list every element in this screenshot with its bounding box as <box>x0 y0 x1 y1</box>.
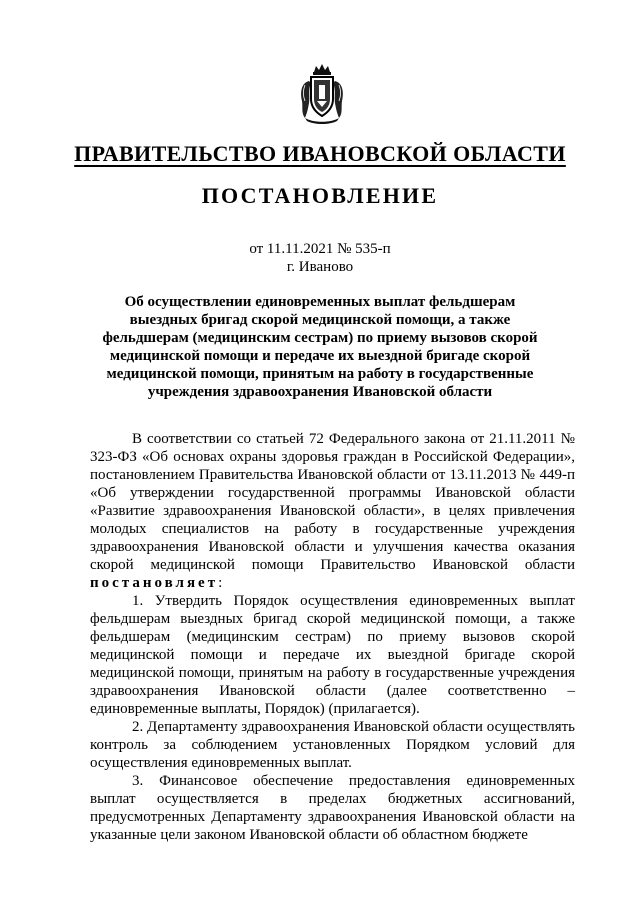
intro-paragraph <box>90 430 575 592</box>
decree-word: постановляет <box>90 575 219 591</box>
item-2-paragraph: 2. Департаменту здравоохранения Ивановской области осуществлять контроль за соблюдением установленных Порядком условий для осуществления единовременных выплат. <box>90 719 575 771</box>
organization-title: ПРАВИТЕЛЬСТВО ИВАНОВСКОЙ ОБЛАСТИ <box>74 141 566 166</box>
decree-colon: : <box>218 575 223 591</box>
document-type: ПОСТАНОВЛЕНИЕ <box>201 183 439 208</box>
item-3-paragraph: 3. Финансовое обеспечение предоставления единовременных выплат осуществляется в пределах бюджетных ассигнований, предусмотренных Департаменту здравоохранения Ивановской области на указанные цели законом Ивановской области об областном бюджете <box>90 773 575 843</box>
document-heading: Об осуществлении единовременных выплат фельдшерам выездных бригад скорой медицинской помощи, а также фельдшерам (медицинским сестрам) по приему вызовов скорой медицинской помощи и передаче их выездной бригаде скорой медицинской помощи, принятым на работу в государственные учреждения здравоохранения Ивановской области <box>102 294 538 400</box>
document-body <box>90 430 575 844</box>
item-1-paragraph: 1. Утвердить Порядок осуществления единовременных выплат фельдшерам выездных бригад скорой медицинской помощи, а также фельдшерам (медицинским сестрам) по приему вызовов скорой медицинской помощи и передаче их выездной бригаде скорой медицинской помощи, принятым на работу в государственные учреждения здравоохранения Ивановской области (далее соответственно – единовременные выплаты, Порядок) (прилагается). <box>90 593 575 717</box>
intro-text: В соответствии со статьей 72 Федерального закона от 21.11.2011 № 323-ФЗ «Об основах охраны здоровья граждан в Российской Федерации», постановлением Правительства Ивановской области от 13.11.2013 № 449-п «Об утверждении государственной программы Ивановской области «Развитие здравоохранения Ивановской области», в целях привлечения молодых специалистов на работу в государственные учреждения здравоохранения Ивановской области и улучшения качества оказания скорой медицинской помощи Правительство Ивановской области <box>90 431 575 573</box>
document-place: г. Иваново <box>286 259 354 275</box>
coat-of-arms-icon <box>297 63 347 125</box>
document-date-number: от 11.11.2021 № 535-п <box>249 241 391 257</box>
